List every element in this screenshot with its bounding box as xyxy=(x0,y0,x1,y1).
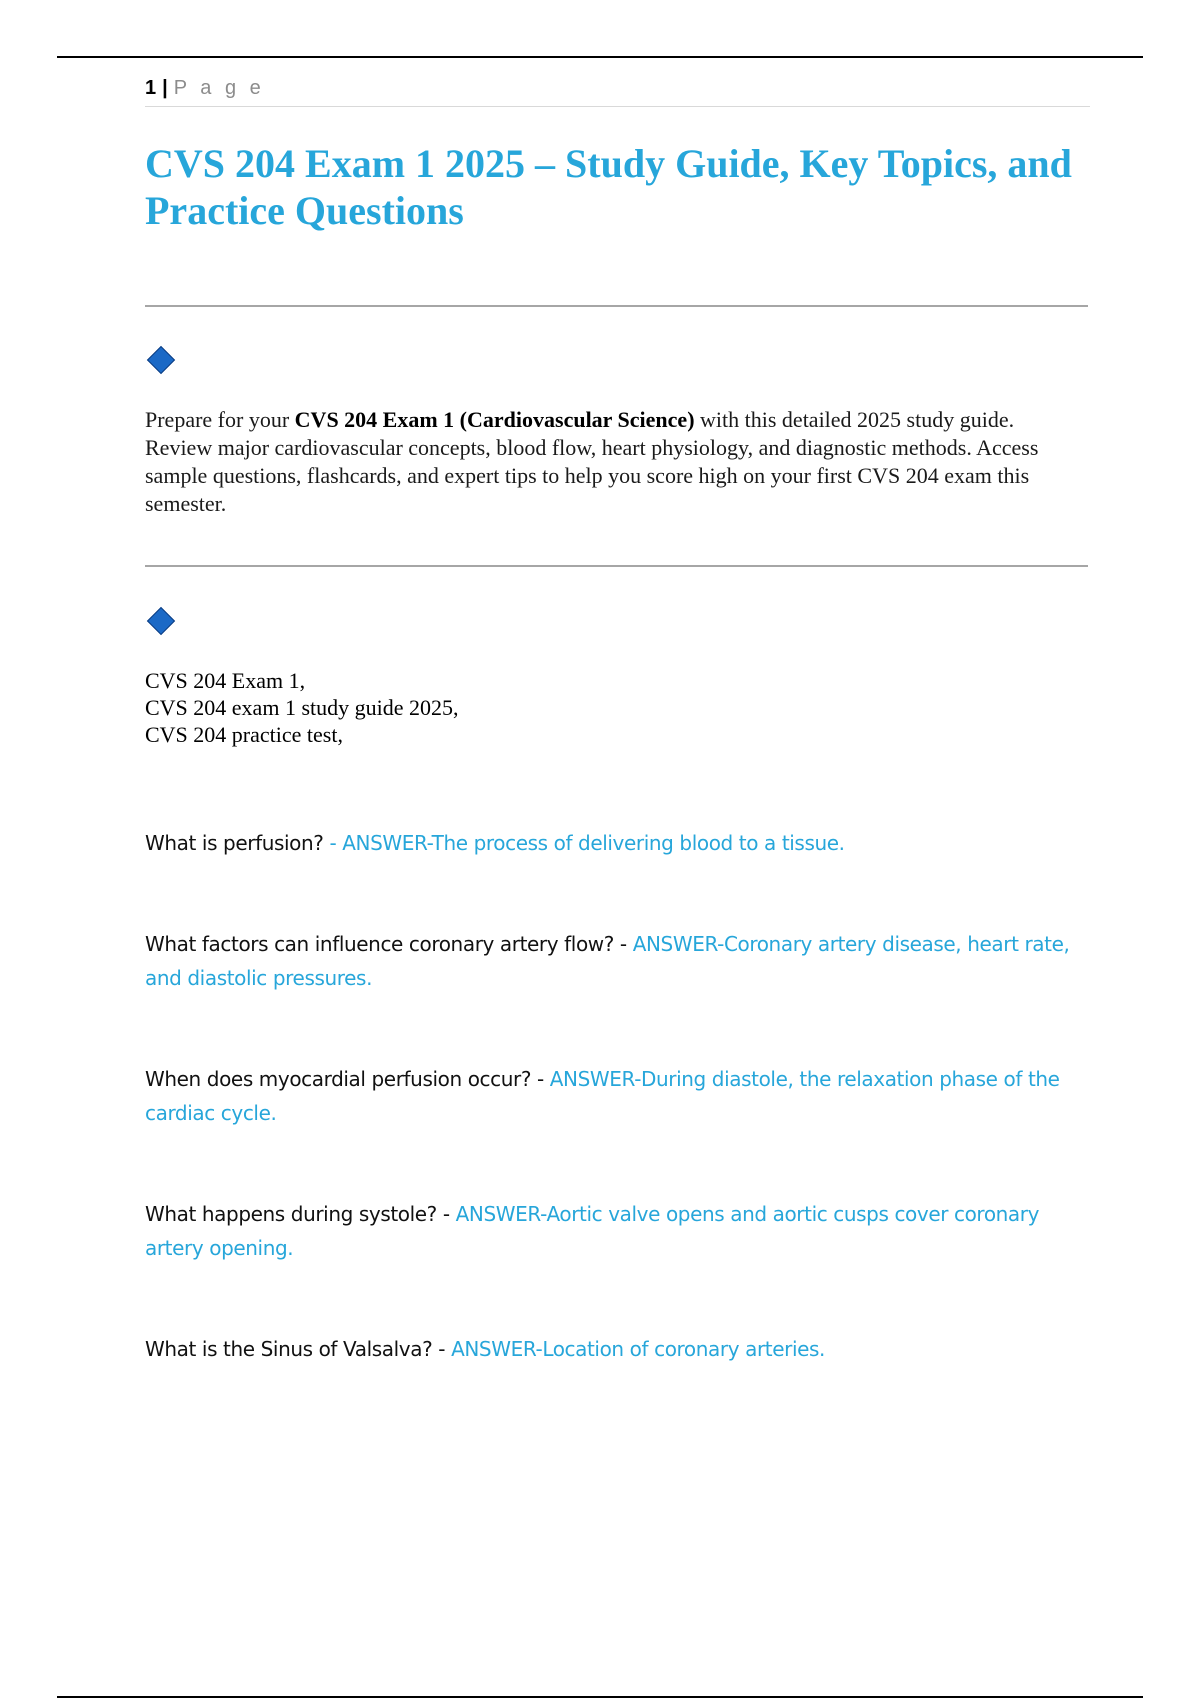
answer-text: - ANSWER-The process of delivering blood to a tissue. xyxy=(329,831,845,855)
answer-text: ANSWER-Coronary artery disease, heart rate, and diastolic pressures. xyxy=(145,932,1070,990)
intro-text-after: with this detailed 2025 study guide. Review major cardiovascular concepts, blood flow, heart physiology, and diagnostic methods. Access sample questions, flashcards, and expert tips to help you score high on your first CVS 204 exam this semester. xyxy=(145,407,1039,516)
answer-text: ANSWER-Aortic valve opens and aortic cusps cover coronary artery opening. xyxy=(145,1202,1040,1260)
page-label: P a g e xyxy=(173,77,265,99)
page-separator: | xyxy=(162,77,168,99)
qa-item xyxy=(145,1062,1095,1130)
horizontal-rule xyxy=(145,565,1088,567)
page-number: 1 xyxy=(145,77,157,99)
qa-item xyxy=(145,1197,1095,1265)
page-header xyxy=(145,72,1090,107)
qa-item xyxy=(145,927,1095,995)
keyword-list xyxy=(145,667,1045,748)
intro-bold-text: CVS 204 Exam 1 (Cardiovascular Science) xyxy=(294,407,695,432)
keyword-item: CVS 204 Exam 1, xyxy=(145,668,306,693)
keyword-item: CVS 204 practice test, xyxy=(145,722,343,747)
horizontal-rule xyxy=(145,305,1088,307)
page-top-border xyxy=(57,56,1143,58)
question-text: What is perfusion? xyxy=(145,831,330,855)
diamond-bullet-icon xyxy=(147,346,175,374)
question-text: What happens during systole? - xyxy=(145,1202,456,1226)
qa-item xyxy=(145,826,1095,860)
diamond-bullet-icon xyxy=(147,607,175,635)
question-text: What is the Sinus of Valsalva? - xyxy=(145,1337,452,1361)
question-text: When does myocardial perfusion occur? - xyxy=(145,1067,550,1091)
question-text: What factors can influence coronary artery flow? - xyxy=(145,932,633,956)
page-bottom-border xyxy=(57,1696,1143,1698)
qa-item xyxy=(145,1332,1095,1366)
document-title: CVS 204 Exam 1 2025 – Study Guide, Key Topics, and Practice Questions xyxy=(145,141,1072,233)
intro-paragraph xyxy=(145,406,1065,518)
intro-text-before: Prepare for your xyxy=(145,407,295,432)
keyword-item: CVS 204 exam 1 study guide 2025, xyxy=(145,695,459,720)
answer-text: ANSWER-Location of coronary arteries. xyxy=(451,1337,825,1361)
answer-text: ANSWER-During diastole, the relaxation phase of the cardiac cycle. xyxy=(145,1067,1060,1125)
